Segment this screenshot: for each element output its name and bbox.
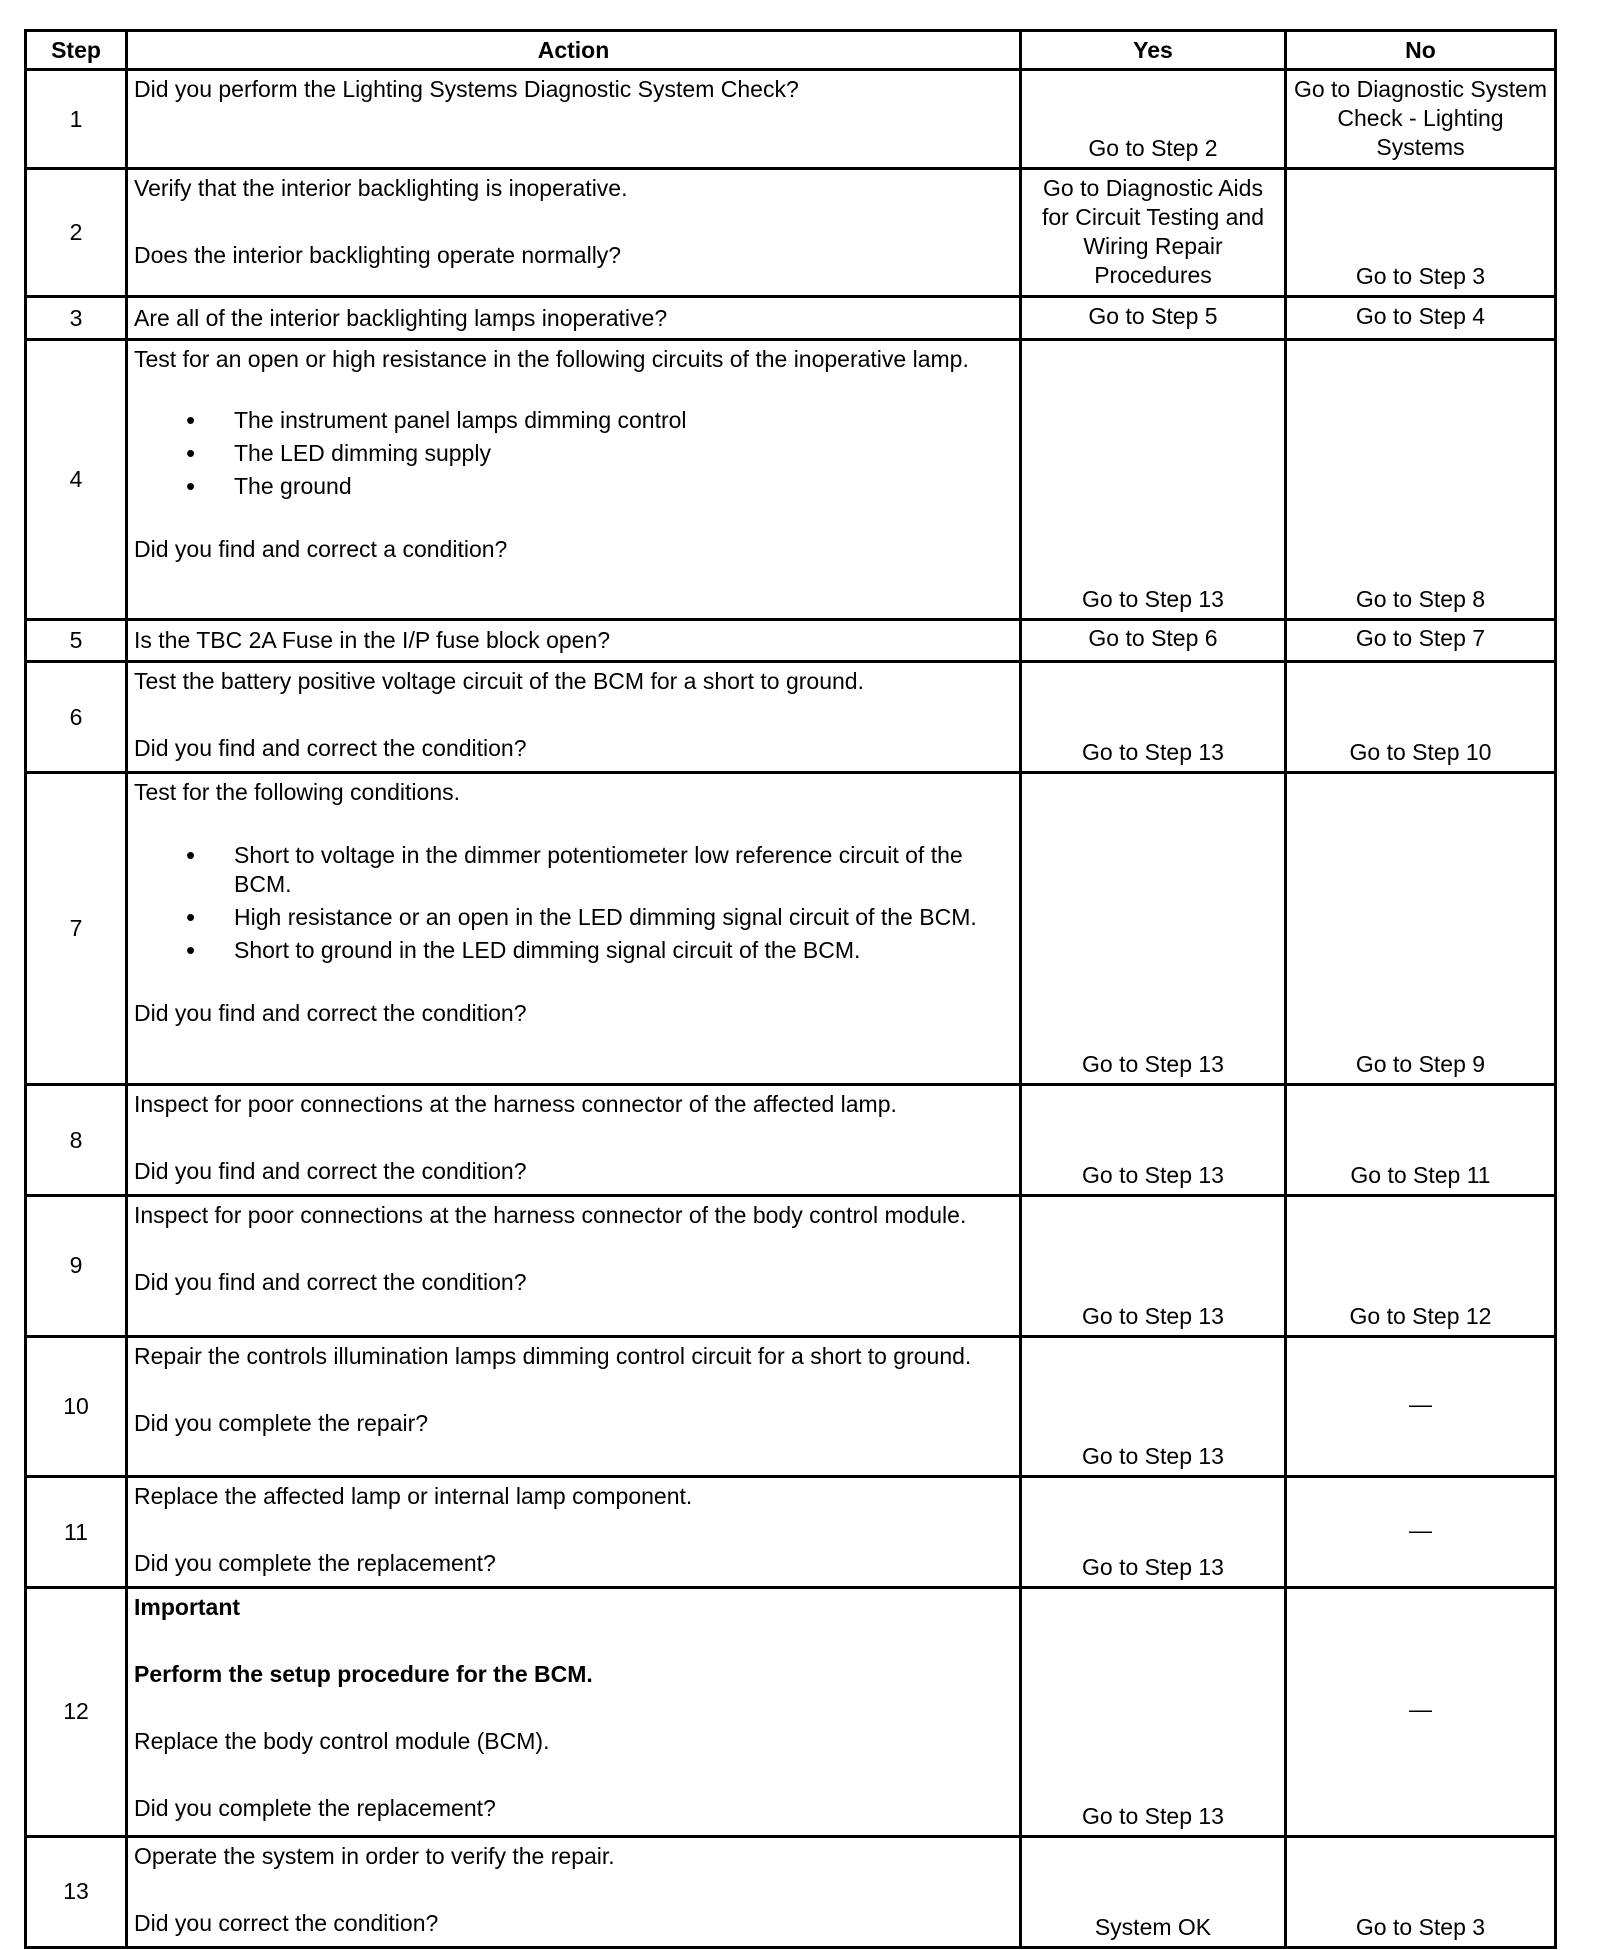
header-step: Step — [26, 31, 127, 70]
header-yes: Yes — [1021, 31, 1286, 70]
table-row — [26, 1836, 1556, 1947]
no-link[interactable]: Go to Step 12 — [1286, 1196, 1556, 1336]
step-number: 12 — [26, 1588, 127, 1837]
table-row — [26, 662, 1556, 773]
table-row — [26, 773, 1556, 1085]
action-cell — [127, 339, 1021, 620]
header-row — [26, 31, 1556, 70]
action-cell — [127, 297, 1021, 339]
list-item: • The instrument panel lamps dimming control — [134, 406, 1013, 435]
action-cell — [127, 70, 1021, 169]
step-number: 5 — [26, 620, 127, 662]
step-number: 1 — [26, 70, 127, 169]
action-cell — [127, 1085, 1021, 1196]
yes-link[interactable]: Go to Step 5 — [1021, 297, 1286, 339]
yes-link[interactable]: Go to Step 13 — [1021, 339, 1286, 620]
yes-link[interactable]: Go to Step 13 — [1021, 1336, 1286, 1476]
step-number: 10 — [26, 1336, 127, 1476]
action-text: Inspect for poor connections at the harness connector of the affected lamp. — [134, 1091, 897, 1118]
table-row — [26, 620, 1556, 662]
action-question: Did you find and correct a condition? — [134, 535, 508, 562]
step-number: 9 — [26, 1196, 127, 1336]
table-row — [26, 169, 1556, 297]
no-dash: — — [1286, 1336, 1556, 1476]
step-number: 13 — [26, 1836, 127, 1947]
yes-link[interactable]: Go to Diagnostic Aids for Circuit Testing and Wiring Repair Procedures — [1021, 169, 1286, 297]
yes-link[interactable]: Go to Step 13 — [1021, 1196, 1286, 1336]
action-text: Test for the following conditions. — [134, 779, 461, 806]
list-item: • The ground — [134, 472, 1013, 501]
no-link[interactable]: Go to Step 10 — [1286, 662, 1556, 773]
action-question: Did you find and correct the condition? — [134, 1000, 527, 1027]
diagnostic-table — [24, 29, 1557, 1949]
no-link[interactable]: Go to Step 11 — [1286, 1085, 1556, 1196]
action-question: Does the interior backlighting operate normally? — [134, 242, 622, 269]
yes-link[interactable]: Go to Step 13 — [1021, 1588, 1286, 1837]
action-text: Inspect for poor connections at the harness connector of the body control module. — [134, 1202, 967, 1229]
action-text: Operate the system in order to verify the repair. — [134, 1842, 615, 1869]
condition-list — [134, 841, 1013, 965]
action-question: Did you find and correct the condition? — [134, 1158, 527, 1185]
yes-link[interactable]: Go to Step 13 — [1021, 662, 1286, 773]
action-cell — [127, 620, 1021, 662]
no-link[interactable]: Go to Diagnostic System Check - Lighting Systems — [1286, 70, 1556, 169]
action-cell — [127, 1588, 1021, 1837]
no-dash: — — [1286, 1476, 1556, 1587]
action-text: Replace the affected lamp or internal lamp component. — [134, 1482, 693, 1509]
action-question: Did you find and correct the condition? — [134, 735, 527, 762]
step-number: 8 — [26, 1085, 127, 1196]
step-number: 4 — [26, 339, 127, 620]
action-cell — [127, 773, 1021, 1085]
action-cell — [127, 1476, 1021, 1587]
action-text: Test the battery positive voltage circuit of the BCM for a short to ground. — [134, 668, 864, 695]
table-row — [26, 1588, 1556, 1837]
action-text: Are all of the interior backlighting lamps inoperative? — [134, 304, 668, 331]
yes-link[interactable]: Go to Step 13 — [1021, 773, 1286, 1085]
yes-link[interactable]: Go to Step 13 — [1021, 1085, 1286, 1196]
table-row — [26, 297, 1556, 339]
action-question: Did you find and correct the condition? — [134, 1269, 527, 1296]
action-cell — [127, 1196, 1021, 1336]
important-label: Important — [134, 1594, 241, 1621]
action-question: Did you correct the condition? — [134, 1909, 439, 1936]
table-row — [26, 339, 1556, 620]
list-item: • Short to ground in the LED dimming signal circuit of the BCM. — [134, 936, 1013, 965]
action-question: Did you complete the replacement? — [134, 1549, 496, 1576]
table-row — [26, 1336, 1556, 1476]
action-text: Replace the body control module (BCM). — [134, 1728, 550, 1755]
no-link[interactable]: Go to Step 4 — [1286, 297, 1556, 339]
table-row — [26, 1196, 1556, 1336]
action-question: Did you complete the replacement? — [134, 1795, 496, 1822]
list-item: • The LED dimming supply — [134, 439, 1013, 468]
no-dash: — — [1286, 1588, 1556, 1837]
step-number: 2 — [26, 169, 127, 297]
yes-link[interactable]: Go to Step 13 — [1021, 1476, 1286, 1587]
step-number: 3 — [26, 297, 127, 339]
no-link[interactable]: Go to Step 8 — [1286, 339, 1556, 620]
yes-result: System OK — [1021, 1836, 1286, 1947]
no-link[interactable]: Go to Step 9 — [1286, 773, 1556, 1085]
circuit-list — [134, 406, 1013, 501]
table-row — [26, 70, 1556, 169]
step-number: 11 — [26, 1476, 127, 1587]
yes-link[interactable]: Go to Step 2 — [1021, 70, 1286, 169]
action-text: Verify that the interior backlighting is inoperative. — [134, 175, 628, 202]
no-link[interactable]: Go to Step 3 — [1286, 169, 1556, 297]
action-text: Test for an open or high resistance in the following circuits of the inoperative lamp. — [134, 345, 969, 372]
table-row — [26, 1085, 1556, 1196]
step-number: 6 — [26, 662, 127, 773]
action-question: Did you complete the repair? — [134, 1409, 429, 1436]
header-no: No — [1286, 31, 1556, 70]
action-cell — [127, 662, 1021, 773]
no-link[interactable]: Go to Step 7 — [1286, 620, 1556, 662]
no-link[interactable]: Go to Step 3 — [1286, 1836, 1556, 1947]
action-text: Repair the controls illumination lamps dimming control circuit for a short to ground. — [134, 1342, 972, 1369]
yes-link[interactable]: Go to Step 6 — [1021, 620, 1286, 662]
step-number: 7 — [26, 773, 127, 1085]
header-action: Action — [127, 31, 1021, 70]
list-item: • High resistance or an open in the LED dimming signal circuit of the BCM. — [134, 903, 1013, 932]
list-item: • Short to voltage in the dimmer potentiometer low reference circuit of the BCM. — [134, 841, 1013, 899]
action-cell — [127, 169, 1021, 297]
action-text: Is the TBC 2A Fuse in the I/P fuse block open? — [134, 627, 611, 654]
action-cell — [127, 1836, 1021, 1947]
table-row — [26, 1476, 1556, 1587]
important-text: Perform the setup procedure for the BCM. — [134, 1661, 593, 1688]
action-text: Did you perform the Lighting Systems Diagnostic System Check? — [134, 76, 799, 102]
action-cell — [127, 1336, 1021, 1476]
